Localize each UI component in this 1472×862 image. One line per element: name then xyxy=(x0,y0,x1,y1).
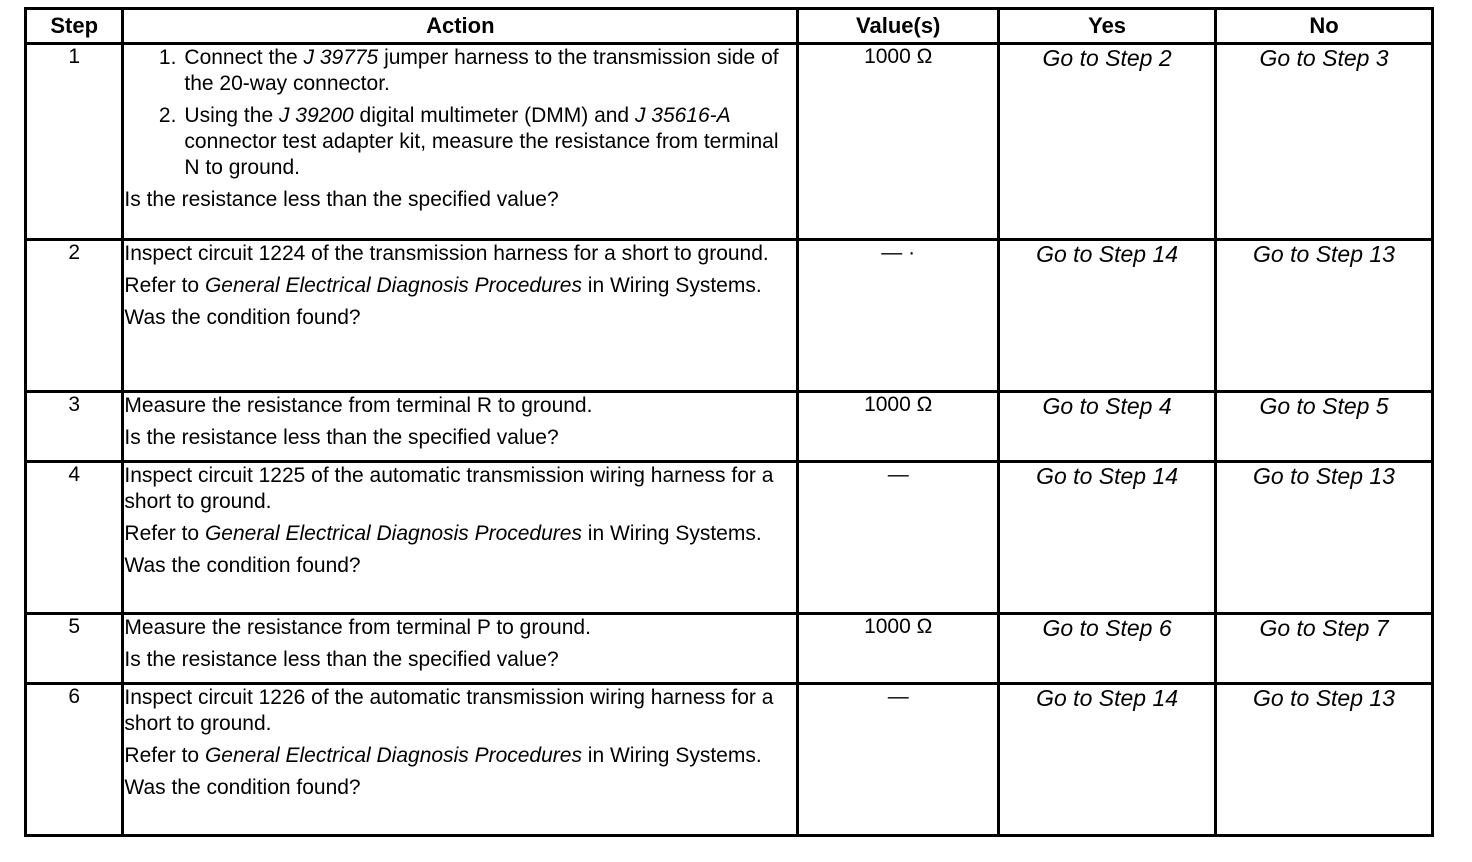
action-inspect: Inspect circuit 1226 of the automatic transmission wiring harness for a short to ground. xyxy=(124,686,774,735)
action-refer xyxy=(124,521,796,547)
table-row xyxy=(26,392,1433,462)
instruction-text-part: digital multimeter (DMM) and xyxy=(353,104,635,127)
instruction-number: 1. xyxy=(158,46,177,69)
action-cell xyxy=(123,614,798,684)
table-row xyxy=(26,614,1433,684)
instruction-text-part: connector test adapter kit, measure the resistance from terminal N to ground. xyxy=(184,130,779,179)
refer-text-part: Refer to xyxy=(124,274,205,297)
yes-link[interactable]: Go to Step 14 xyxy=(999,240,1216,392)
numbered-instruction xyxy=(124,45,796,97)
yes-link[interactable]: Go to Step 14 xyxy=(999,684,1216,836)
no-link[interactable]: Go to Step 13 xyxy=(1216,462,1433,614)
action-question: Was the condition found? xyxy=(124,554,361,577)
instruction-text-part: Using the xyxy=(184,104,279,127)
no-link[interactable]: Go to Step 13 xyxy=(1216,684,1433,836)
value-cell: 1000 Ω xyxy=(798,614,999,684)
step-number: 4 xyxy=(26,462,123,614)
header-no: No xyxy=(1216,9,1433,44)
value-cell: — · xyxy=(798,240,999,392)
action-cell xyxy=(123,684,798,836)
no-link[interactable]: Go to Step 5 xyxy=(1216,392,1433,462)
value-cell: — xyxy=(798,684,999,836)
instruction-text xyxy=(184,45,796,97)
step-number: 3 xyxy=(26,392,123,462)
header-values: Value(s) xyxy=(798,9,999,44)
yes-link[interactable]: Go to Step 4 xyxy=(999,392,1216,462)
table-row xyxy=(26,240,1433,392)
table-row xyxy=(26,462,1433,614)
action-cell xyxy=(123,462,798,614)
instruction-text xyxy=(184,103,796,181)
action-cell xyxy=(123,392,798,462)
action-question: Is the resistance less than the specified value? xyxy=(124,188,559,211)
action-refer xyxy=(124,743,796,769)
instruction-number: 2. xyxy=(158,104,177,127)
instruction-text-part: Connect the xyxy=(184,46,304,69)
tool-reference: J 35616-A xyxy=(634,104,731,127)
refer-text-part: in Wiring Systems. xyxy=(581,744,762,767)
value-cell: 1000 Ω xyxy=(798,44,999,240)
refer-text-part: Refer to xyxy=(124,744,205,767)
yes-link[interactable]: Go to Step 2 xyxy=(999,44,1216,240)
no-link[interactable]: Go to Step 7 xyxy=(1216,614,1433,684)
value-cell: — xyxy=(798,462,999,614)
no-link[interactable]: Go to Step 13 xyxy=(1216,240,1433,392)
action-cell xyxy=(123,240,798,392)
header-action: Action xyxy=(123,9,798,44)
numbered-instruction xyxy=(124,103,796,181)
step-number: 5 xyxy=(26,614,123,684)
procedure-reference[interactable]: General Electrical Diagnosis Procedures xyxy=(204,274,582,297)
refer-text-part: Refer to xyxy=(124,522,205,545)
instruction-text-part: jumper harness to the transmission side of the 20-way connector. xyxy=(184,46,779,95)
action-cell xyxy=(123,44,798,240)
table-row xyxy=(26,684,1433,836)
action-question: Is the resistance less than the specified value? xyxy=(124,426,559,449)
procedure-reference[interactable]: General Electrical Diagnosis Procedures xyxy=(204,522,582,545)
action-measure: Measure the resistance from terminal P to ground. xyxy=(124,616,591,639)
action-question: Was the condition found? xyxy=(124,776,361,799)
action-measure: Measure the resistance from terminal R to ground. xyxy=(124,394,593,417)
yes-link[interactable]: Go to Step 6 xyxy=(999,614,1216,684)
yes-link[interactable]: Go to Step 14 xyxy=(999,462,1216,614)
action-question: Is the resistance less than the specified value? xyxy=(124,648,559,671)
action-refer xyxy=(124,273,796,299)
no-link[interactable]: Go to Step 3 xyxy=(1216,44,1433,240)
action-question: Was the condition found? xyxy=(124,306,361,329)
refer-text-part: in Wiring Systems. xyxy=(581,522,762,545)
diagnostic-table xyxy=(24,7,1434,837)
table-row xyxy=(26,44,1433,240)
tool-reference: J 39775 xyxy=(303,46,379,69)
step-number: 2 xyxy=(26,240,123,392)
header-row xyxy=(26,9,1433,44)
action-inspect: Inspect circuit 1225 of the automatic transmission wiring harness for a short to ground. xyxy=(124,464,774,513)
action-inspect: Inspect circuit 1224 of the transmission harness for a short to ground. xyxy=(124,242,769,265)
refer-text-part: in Wiring Systems. xyxy=(581,274,762,297)
header-yes: Yes xyxy=(999,9,1216,44)
step-number: 6 xyxy=(26,684,123,836)
tool-reference: J 39200 xyxy=(278,104,354,127)
procedure-reference[interactable]: General Electrical Diagnosis Procedures xyxy=(204,744,582,767)
header-step: Step xyxy=(26,9,123,44)
step-number: 1 xyxy=(26,44,123,240)
value-cell: 1000 Ω xyxy=(798,392,999,462)
